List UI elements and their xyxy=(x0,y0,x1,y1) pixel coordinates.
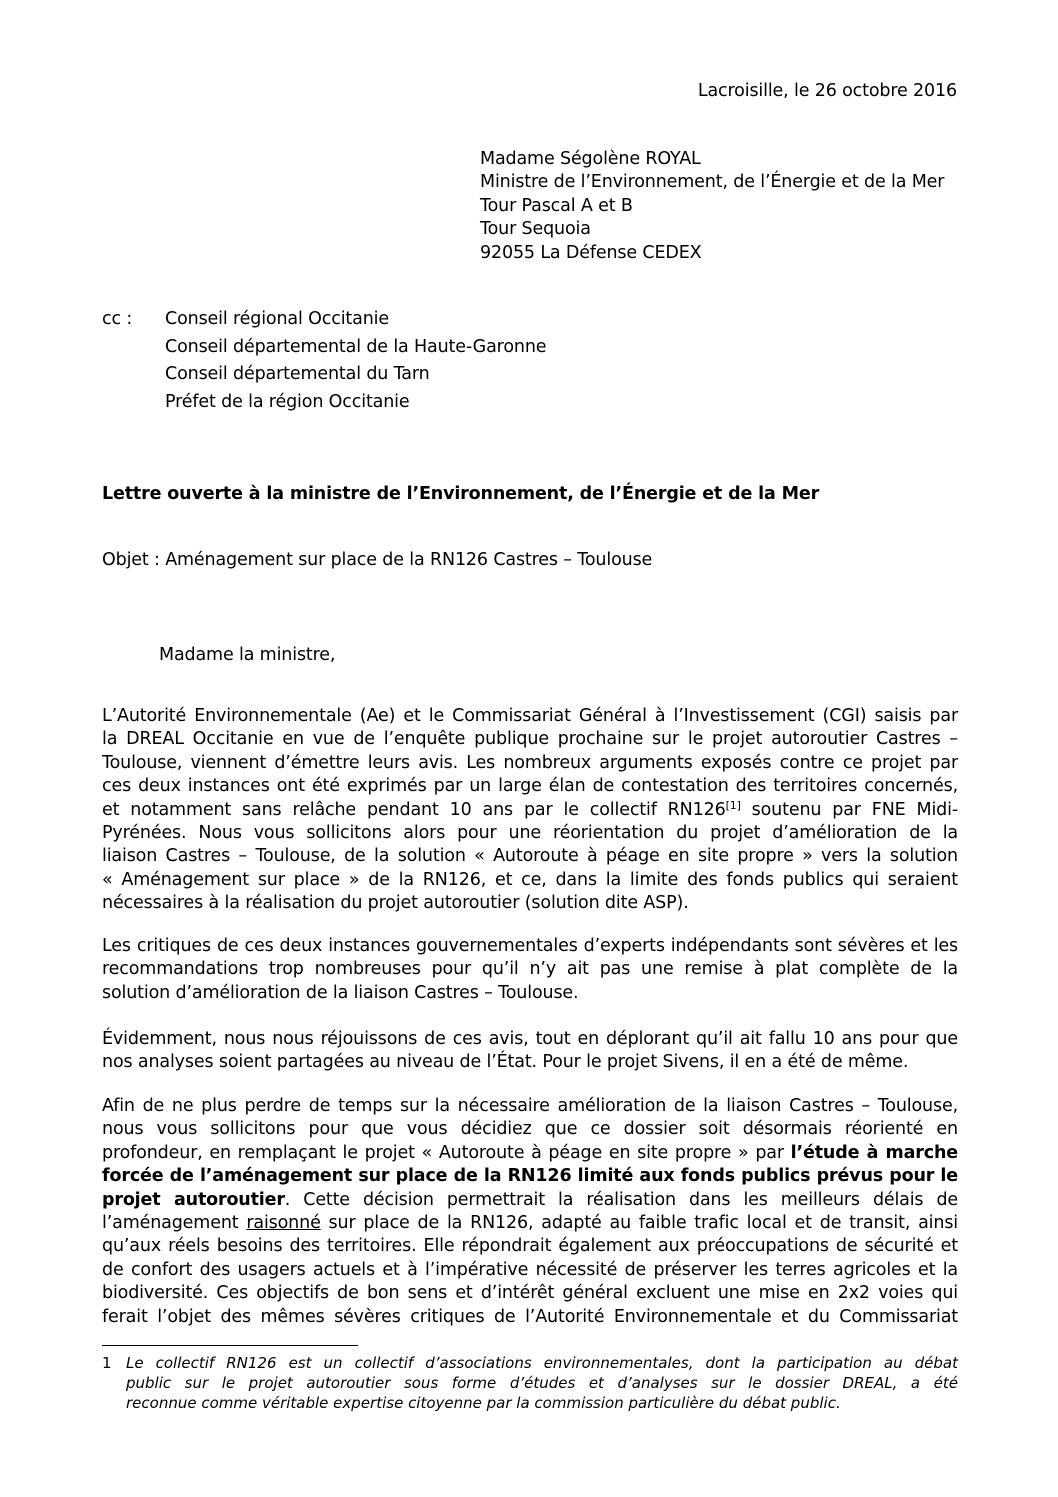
paragraph-text: sur place de la RN126, adapté au faible trafic local et de transit, ainsi xyxy=(320,1212,958,1233)
footnote-ref[interactable]: [1] xyxy=(725,798,741,812)
footnote-divider xyxy=(102,1345,358,1346)
letter-title: Lettre ouverte à la ministre de l’Environnement, de l’Énergie et de la Mer xyxy=(102,484,820,504)
paragraph-line: recommandations trop nombreuses pour qu’il n’y ait pas une remise à plat complète de la xyxy=(102,959,958,980)
paragraph-line xyxy=(102,1165,958,1188)
footnote-line: public sur le projet autoroutier sous forme d’études et d’analyses sur le dossier DREAL, a été xyxy=(126,1374,958,1392)
paragraph-line: liaison Castres – Toulouse, de la solution « Autoroute à péage en site propre » vers la solution xyxy=(102,846,958,867)
paragraph-line: biodiversité. Ces objectifs de bon sens et d’intérêt général excluent une mise en 2x2 voies qui xyxy=(102,1283,958,1304)
salutation: Madame la ministre, xyxy=(159,645,336,665)
recipient-line: Ministre de l’Environnement, de l’Énergie et de la Mer xyxy=(480,172,945,193)
paragraph-line: solution d’amélioration de la liaison Castres – Toulouse. xyxy=(102,982,579,1003)
paragraph-line xyxy=(102,1189,958,1212)
cc-item: Conseil départemental du Tarn xyxy=(165,364,430,384)
footnote-line: reconnue comme véritable expertise citoyenne par la commission particulière du débat public. xyxy=(126,1394,841,1412)
paragraph-line: Pyrénées. Nous vous sollicitons alors pour une réorientation du projet d’amélioration de la xyxy=(102,822,958,843)
paragraph-line: ferait l’objet des mêmes sévères critiques de l’Autorité Environnementale et du Commissariat xyxy=(102,1306,958,1327)
paragraph-line: L’Autorité Environnementale (Ae) et le Commissariat Général à l’Investissement (CGI) saisis par xyxy=(102,706,958,726)
cc-item: Conseil régional Occitanie xyxy=(165,309,389,329)
recipient-line: Tour Sequoia xyxy=(480,219,591,240)
paragraph-line: Toulouse, viennent d’émettre leurs avis. Les nombreux arguments exposés contre ce projet par xyxy=(102,752,958,773)
underlined-text: raisonné xyxy=(246,1212,321,1233)
paragraph-4 xyxy=(102,1095,958,1329)
paragraph-line xyxy=(102,799,958,822)
paragraph-line: de confort des usagers actuels et à l’impérative nécessité de préserver les terres agricoles et la xyxy=(102,1259,958,1280)
paragraph-line: la DREAL Occitanie en vue de l’enquête publique prochaine sur le projet autoroutier Castres – xyxy=(102,729,958,750)
paragraph-line xyxy=(102,1212,958,1235)
bold-text: l’étude à marche xyxy=(790,1142,958,1163)
paragraph-text: et notamment sans relâche pendant 10 ans par le collectif RN126 xyxy=(102,799,726,820)
footnote-number: 1 xyxy=(102,1354,112,1372)
cc-list xyxy=(165,308,546,418)
paragraph-2 xyxy=(102,935,958,1005)
paragraph-line: Les critiques de ces deux instances gouvernementales d’experts indépendants sont sévères et les xyxy=(102,936,958,956)
paragraph-line: Afin de ne plus perdre de temps sur la nécessaire amélioration de la liaison Castres – Toulouse, xyxy=(102,1096,958,1116)
recipient-line: Tour Pascal A et B xyxy=(480,195,633,216)
letter-subject: Objet : Aménagement sur place de la RN126 Castres – Toulouse xyxy=(102,550,653,570)
paragraph-line: nécessaires à la réalisation du projet autoroutier (solution dite ASP). xyxy=(102,893,689,914)
cc-label: cc : xyxy=(102,309,133,329)
recipient-line: Madame Ségolène ROYAL xyxy=(480,149,701,169)
paragraph-line: ces deux instances ont été exprimés par un large élan de contestation des territoires concernés, xyxy=(102,776,958,797)
cc-item: Conseil départemental de la Haute-Garonne xyxy=(165,336,547,357)
paragraph-1 xyxy=(102,705,958,916)
place-date: Lacroisille, le 26 octobre 2016 xyxy=(697,81,957,101)
footnote-text xyxy=(126,1353,958,1413)
cc-item: Préfet de la région Occitanie xyxy=(165,391,410,412)
paragraph-line: nous vous sollicitons pour que vous décidiez que ce dossier soit désormais réorienté en xyxy=(102,1119,958,1140)
paragraph-text: profondeur, en remplaçant le projet « Autoroute à péage en site propre » par xyxy=(102,1142,791,1163)
paragraph-line: qu’aux réels besoins des territoires. Elle répondrait également aux préoccupations de sécurité et xyxy=(102,1236,958,1257)
paragraph-3 xyxy=(102,1028,958,1075)
footnote-line: Le collectif RN126 est un collectif d’associations environnementales, dont la participation au débat xyxy=(126,1354,958,1372)
paragraph-text: soutenu par FNE Midi- xyxy=(740,799,958,820)
recipient-line: 92055 La Défense CEDEX xyxy=(480,242,702,263)
paragraph-text: l’aménagement xyxy=(102,1212,247,1233)
paragraph-line: nos analyses soient partagées au niveau de l’État. Pour le projet Sivens, il en a été de même. xyxy=(102,1052,909,1073)
paragraph-line xyxy=(102,1142,958,1165)
paragraph-text: . Cette décision permettrait la réalisation dans les meilleurs délais de xyxy=(284,1189,958,1210)
recipient-address xyxy=(480,148,944,265)
bold-text: forcée de l’aménagement sur place de la RN126 limité aux fonds publics prévus pour le xyxy=(102,1166,958,1187)
paragraph-line: « Aménagement sur place » de la RN126, et ce, dans la limite des fonds publics qui seraient xyxy=(102,869,958,890)
paragraph-line: Évidemment, nous nous réjouissons de ces avis, tout en déplorant qu’il ait fallu 10 ans pour que xyxy=(102,1029,958,1049)
bold-text: projet autoroutier xyxy=(102,1189,285,1210)
